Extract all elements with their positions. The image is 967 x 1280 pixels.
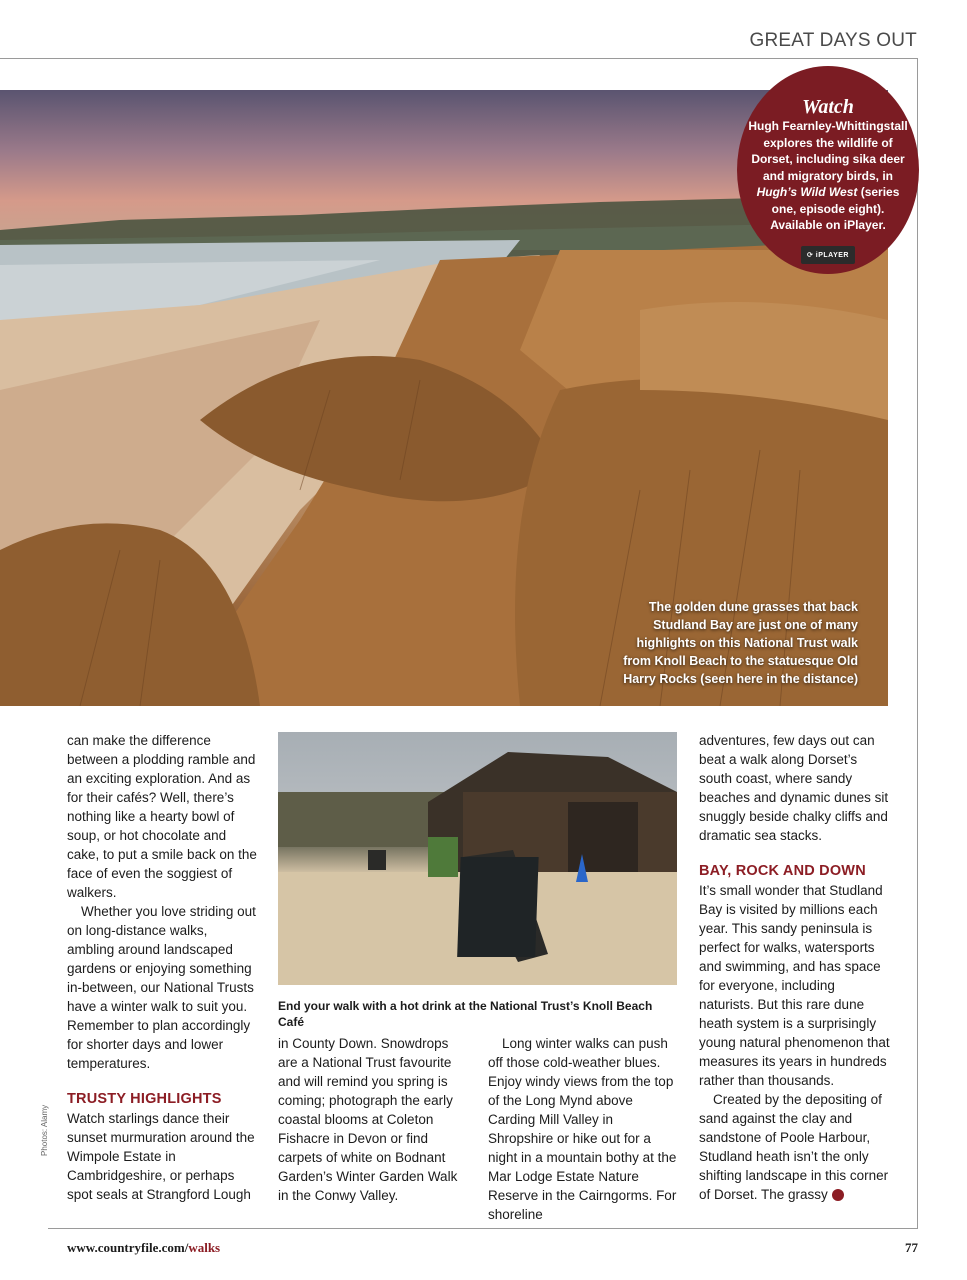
- col1-paragraph-1: can make the difference between a plodding ramble and an exciting exploration. And as for their cafés? Well, there’s nothing like a hearty bowl of soup, or hot chocolate and cake, to put a smile back on the face of even the soggiest of walkers.: [67, 733, 257, 900]
- col1-paragraph-3: Watch starlings dance their sunset murmuration around the Wimpole Estate in Cambridgeshire, or perhaps spot seals at Strangford Lough: [67, 1111, 255, 1202]
- col4-paragraph-3-text: Created by the depositing of sand against the clay and sandstone of Poole Harbour, Studland heath isn’t the only shifting landscape in this corner of Dorset. The grassy: [699, 1092, 889, 1202]
- top-rule: [0, 58, 918, 59]
- column-1: [67, 731, 257, 1204]
- photo-credit: Photos: Alamy: [40, 1104, 49, 1156]
- footer-url-accent: walks: [188, 1240, 221, 1255]
- cafe-photo-caption: End your walk with a hot drink at the National Trust’s Knoll Beach Café: [278, 999, 653, 1029]
- watch-text: [745, 118, 911, 234]
- cafe-illustration: [278, 732, 677, 985]
- watch-text-after: (series one, episode eight). Available on iPlayer.: [770, 185, 900, 232]
- cafe-photo: [278, 732, 677, 985]
- column-2: [278, 1034, 468, 1205]
- col4-paragraph-2: It’s small wonder that Studland Bay is visited by millions each year. This sandy peninsula is perfect for walks, watersports and swimming, and has space for everyone, including naturists. But this rare dune heath system is a surprisingly young natural phenomenon that measures its years in hundreds rather than thousands.: [699, 883, 890, 1088]
- footer-url-main: www.countryfile.com/: [67, 1240, 189, 1255]
- column-4: [699, 731, 891, 1204]
- col1-paragraph-2: Whether you love striding out on long-distance walks, ambling around landscaped gardens or enjoying something in-between, our National Trusts have a winter walk to suit you. Remember to plan accordingly for shorter days and lower temperatures.: [67, 904, 256, 1071]
- iplayer-label: iPLAYER: [815, 251, 849, 259]
- hero-caption: The golden dune grasses that back Studland Bay are just one of many highlights on this National Trust walk from Knoll Beach to the statuesque Old Harry Rocks (seen here in the distance): [623, 600, 858, 686]
- heading-trusty-highlights: TRUSTY HIGHLIGHTS: [67, 1091, 222, 1107]
- right-rule: [917, 58, 918, 1228]
- section-label: GREAT DAYS OUT: [749, 30, 917, 51]
- watch-show-title: Hugh’s Wild West: [756, 185, 858, 199]
- col4-paragraph-3: [699, 1090, 891, 1204]
- col2-paragraph-1: in County Down. Snowdrops are a National Trust favourite and will remind you spring is coming; photograph the early coastal blooms at Coleton Fishacre in Devon or find carpets of white on Bodnant Garden’s Winter Garden Walk in the Conwy Valley.: [278, 1036, 458, 1203]
- continue-arrow-icon: ›: [832, 1189, 844, 1201]
- col3-paragraph-1: Long winter walks can push off those cold-weather blues. Enjoy windy views from the top of the Long Mynd above Carding Mill Valley in Shropshire or hike out for a night in a mountain bothy at the Mar Lodge Estate Nature Reserve in the Cairngorms. For shoreline: [488, 1036, 677, 1222]
- iplayer-icon: ⟳: [806, 251, 816, 259]
- watch-text-before: Hugh Fearnley-Whittingstall explores the wildlife of Dorset, including sika deer and migratory birds, in: [748, 119, 908, 183]
- watch-badge: [737, 66, 919, 274]
- heading-bay-rock-and-down: BAY, ROCK AND DOWN: [699, 863, 866, 879]
- footer-url[interactable]: [67, 1240, 220, 1256]
- bottom-rule: [48, 1228, 918, 1229]
- watch-title: Watch: [802, 96, 854, 118]
- col4-paragraph-1: adventures, few days out can beat a walk along Dorset’s south coast, where sandy beaches and dynamic dunes sit snuggly beside chalky cliffs and dramatic sea stacks.: [699, 733, 889, 843]
- page-number: 77: [905, 1240, 918, 1255]
- iplayer-badge: [801, 246, 855, 264]
- column-3: [488, 1034, 680, 1224]
